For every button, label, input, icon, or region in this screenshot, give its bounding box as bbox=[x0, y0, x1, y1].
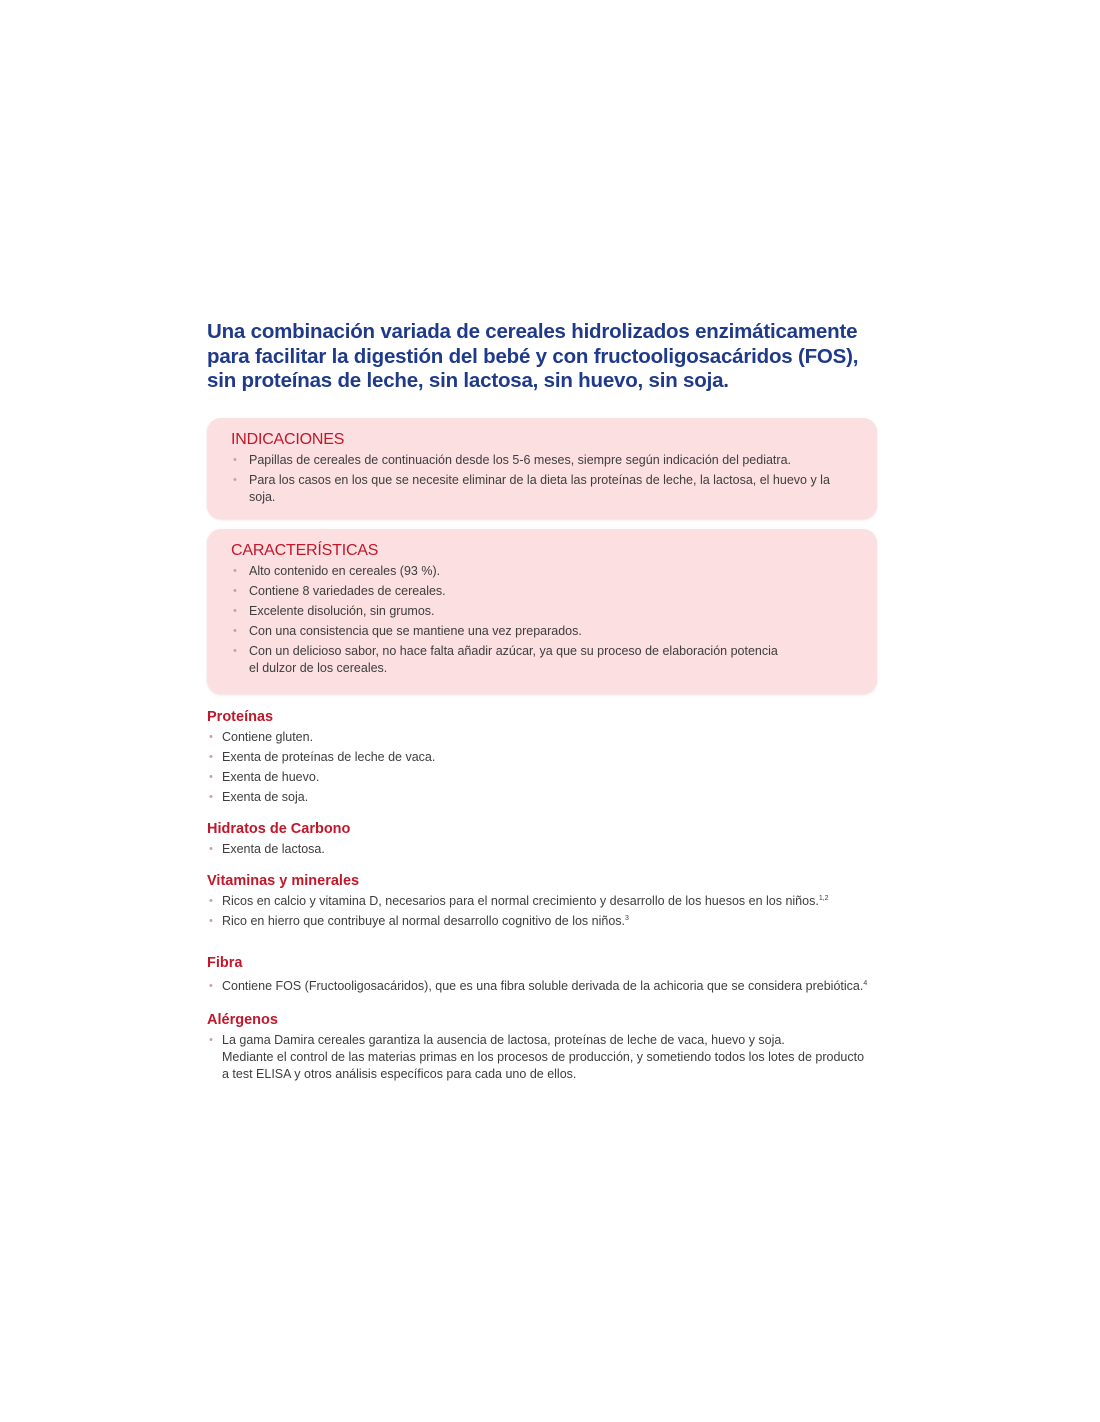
list-item-line: el dulzor de los cereales. bbox=[249, 660, 388, 675]
list-item: • Exenta de soja. bbox=[207, 789, 877, 806]
list-item-line: • Con un delicioso sabor, no hace falta añadir azúcar, ya que su proceso de elaboración potencia bbox=[249, 643, 778, 658]
headline: Una combinación variada de cereales hidrolizados enzimáticamente para facilitar la digestión del bebé y con fructooligosacáridos (FOS), sin proteínas de leche, sin lactosa, sin huevo, sin soja. bbox=[207, 320, 859, 392]
list-item-text: Ricos en calcio y vitamina D, necesarios para el normal crecimiento y desarrollo de los huesos en los niños. bbox=[222, 893, 819, 908]
list-item: • Alto contenido en cereales (93 %). bbox=[231, 563, 857, 580]
hidratos-list bbox=[207, 841, 877, 858]
indicaciones-box bbox=[207, 418, 877, 519]
list-item: • Papillas de cereales de continuación desde los 5-6 meses, siempre según indicación del pediatra. bbox=[231, 452, 857, 469]
list-item bbox=[207, 1032, 877, 1083]
list-item bbox=[207, 893, 877, 910]
list-item-text: Contiene FOS (Fructooligosacáridos), que es una fibra soluble derivada de la achicoria que se considera prebiótica. bbox=[222, 978, 864, 993]
indicaciones-title: INDICACIONES bbox=[231, 430, 345, 448]
hidratos-section bbox=[207, 820, 877, 858]
vitaminas-title: Vitaminas y minerales bbox=[207, 872, 360, 889]
caracteristicas-title: CARACTERÍSTICAS bbox=[231, 541, 379, 559]
list-item: • Contiene gluten. bbox=[207, 729, 877, 746]
list-item-line: a test ELISA y otros análisis específicos para cada uno de ellos. bbox=[222, 1066, 577, 1081]
list-item: • Para los casos en los que se necesite eliminar de la dieta las proteínas de leche, la lactosa, el huevo y la soja. bbox=[231, 472, 857, 506]
list-item: • Exenta de huevo. bbox=[207, 769, 877, 786]
reference-mark: 4 bbox=[863, 979, 868, 987]
indicaciones-list bbox=[231, 452, 857, 506]
list-item: • Excelente disolución, sin grumos. bbox=[231, 603, 857, 620]
list-item bbox=[207, 978, 877, 995]
proteinas-title: Proteínas bbox=[207, 708, 274, 725]
fibra-title: Fibra bbox=[207, 954, 243, 971]
list-item: • Contiene 8 variedades de cereales. bbox=[231, 583, 857, 600]
list-item-line: Mediante el control de las materias primas en los procesos de producción, y sometiendo todos los lotes de producto bbox=[222, 1049, 865, 1064]
fibra-list bbox=[207, 978, 877, 995]
alergenos-title: Alérgenos bbox=[207, 1011, 278, 1028]
list-item-line: • La gama Damira cereales garantiza la ausencia de lactosa, proteínas de leche de vaca, huevo y soja. bbox=[222, 1032, 785, 1047]
reference-mark: 3 bbox=[625, 914, 629, 922]
list-item bbox=[207, 913, 877, 930]
caracteristicas-box bbox=[207, 529, 877, 694]
fibra-section bbox=[207, 954, 877, 995]
vitaminas-list bbox=[207, 893, 877, 930]
product-info-sheet bbox=[207, 320, 877, 1086]
alergenos-section bbox=[207, 1011, 877, 1083]
hidratos-title: Hidratos de Carbono bbox=[207, 820, 351, 837]
list-item-text: Rico en hierro que contribuye al normal desarrollo cognitivo de los niños. bbox=[222, 913, 625, 928]
list-item: • Exenta de proteínas de leche de vaca. bbox=[207, 749, 877, 766]
proteinas-section bbox=[207, 708, 877, 806]
list-item: • Exenta de lactosa. bbox=[207, 841, 877, 858]
list-item: • Con una consistencia que se mantiene una vez preparados. bbox=[231, 623, 857, 640]
list-item bbox=[231, 643, 857, 677]
alergenos-list bbox=[207, 1032, 877, 1083]
vitaminas-section bbox=[207, 872, 877, 930]
proteinas-list bbox=[207, 729, 877, 806]
caracteristicas-list bbox=[231, 563, 857, 677]
reference-mark: 1,2 bbox=[818, 894, 829, 902]
